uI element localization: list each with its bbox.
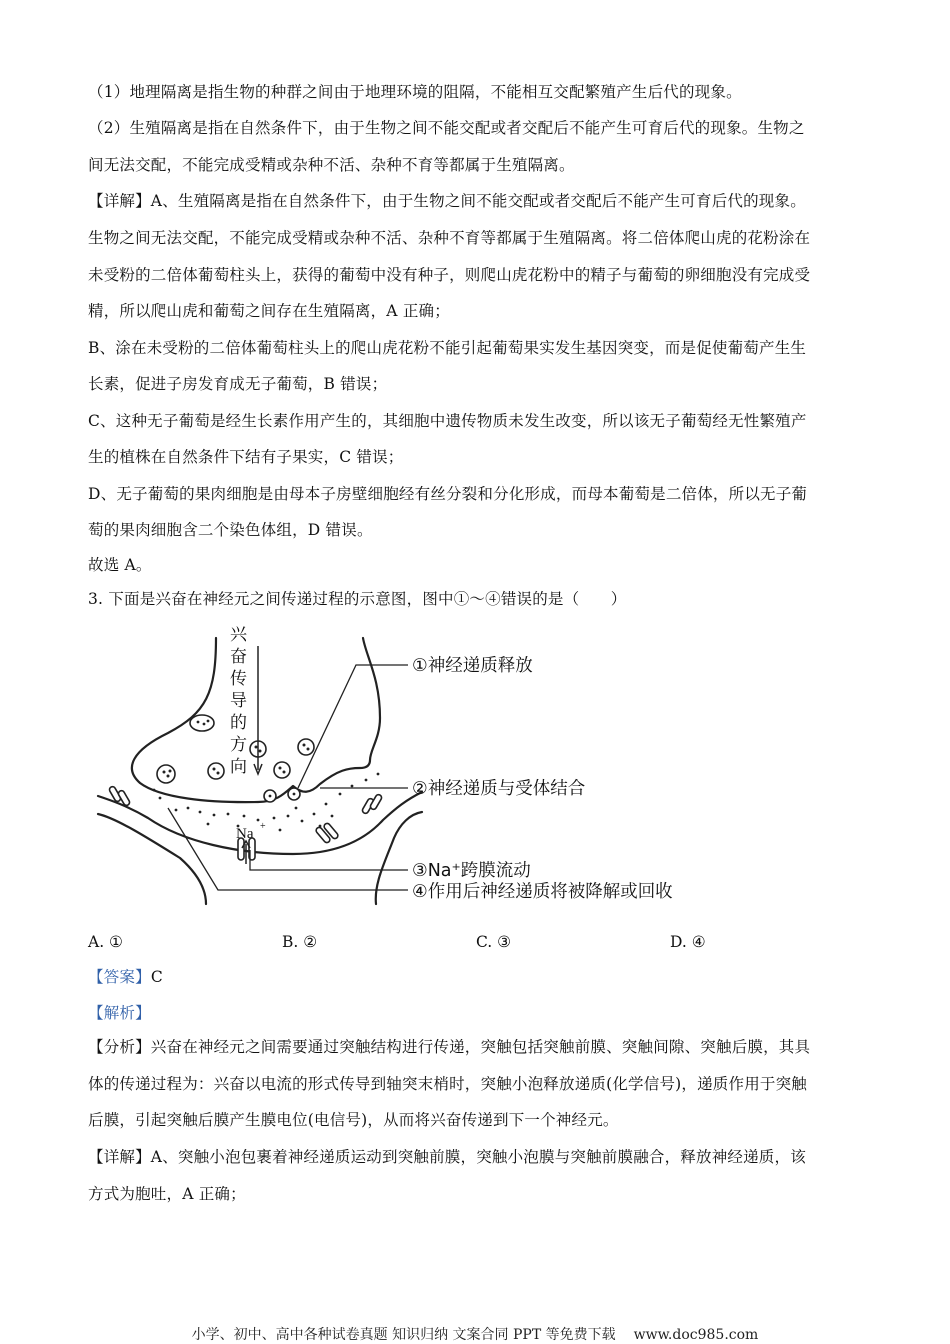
detail-c-line1: C、这种无子葡萄是经生长素作用产生的，其细胞中遗传物质未发生改变，所以该无子葡萄经无性繁殖产 [88,412,807,430]
page-footer [0,1324,950,1344]
detail-d-line1: D、无子葡萄的果肉细胞是由母本子房壁细胞经有丝分裂和分化形成，而母本葡萄是二倍体，所以无子葡 [88,485,808,503]
label-neurotransmitter-release: ①神经递质释放 [412,656,533,676]
svg-text:导: 导 [230,691,247,711]
analysis-line2: 体的传递过程为：兴奋以电流的形式传导到轴突末梢时，突触小泡释放递质(化学信号)，递质作用于突触 [88,1075,807,1093]
answer-value: C [150,968,163,986]
svg-text:奋: 奋 [230,647,247,667]
analysis-line3: 后膜，引起突触后膜产生膜电位(电信号)，从而将兴奋传递到下一个神经元。 [88,1111,619,1129]
paragraph-reproductive-isolation-cont: 间无法交配，不能完成受精或杂种不活、杂种不育等都属于生殖隔离。 [88,156,575,174]
question-stem: 3. 下面是兴奋在神经元之间传递过程的示意图，图中①～④错误的是（ ） [88,590,627,608]
svg-text:的: 的 [230,713,247,733]
analysis-line1: 【分析】兴奋在神经元之间需要通过突触结构进行传递，突触包括突触前膜、突触间隙、突触后膜，其具 [88,1038,811,1056]
option-a: A. ① [88,933,123,951]
answer-tag: 【答案】 [88,968,151,986]
svg-text:方: 方 [230,735,247,755]
paragraph-geographic-isolation: （1）地理隔离是指生物的种群之间由于地理环境的阻隔，不能相互交配繁殖产生后代的现象。 [88,83,742,101]
detail-b-line2: 长素，促进子房发育成无子葡萄，B 错误； [88,375,388,393]
detail-d-line2: 萄的果肉细胞含二个染色体组，D 错误。 [88,521,373,539]
detail-a-line2: 生物之间无法交配，不能完成受精或杂种不活、杂种不育等都属于生殖隔离。将二倍体爬山虎的花粉涂在 [88,229,811,247]
detail-c-line2: 生的植株在自然条件下结有子果实，C 错误； [88,448,404,466]
footer-text: 小学、初中、高中各种试卷真题 知识归纳 文案合同 PPT 等免费下载 [191,1327,616,1343]
explanation-line1: 【详解】A、突触小泡包裹着神经递质运动到突触前膜，突触小泡膜与突触前膜融合，释放神经递质，该 [88,1148,806,1166]
detail-a-line4: 精，所以爬山虎和葡萄之间存在生殖隔离，A 正确； [88,302,450,320]
detail-a-line1: 【详解】A、生殖隔离是指在自然条件下，由于生物之间不能交配或者交配后不能产生可育后代的现象。 [88,192,806,210]
direction-label [230,625,248,777]
analysis-tag: 【解析】 [88,1004,151,1022]
explanation-line2: 方式为胞吐，A 正确； [88,1185,246,1203]
option-d: D. ④ [670,933,706,951]
svg-text:向: 向 [230,757,247,777]
footer-url[interactable]: www.doc985.com [633,1327,759,1343]
label-na-transmembrane-flow: ③Na⁺跨膜流动 [412,861,531,881]
answer-line [88,967,863,987]
option-b: B. ② [282,933,318,951]
na-superscript: + [260,821,266,832]
label-neurotransmitter-degradation: ④作用后神经递质将被降解或回收 [412,882,673,902]
svg-text:兴: 兴 [230,625,247,645]
choose-answer: 故选 A。 [88,556,152,574]
svg-text:传: 传 [230,669,247,689]
label-neurotransmitter-receptor-binding: ②神经递质与受体结合 [412,779,586,799]
detail-b-line1: B、涂在未受粉的二倍体葡萄柱头上的爬山虎花粉不能引起葡萄果实发生基因突变，而是促使葡萄产生生 [88,339,807,357]
paragraph-reproductive-isolation: （2）生殖隔离是指在自然条件下，由于生物之间不能交配或者交配后不能产生可育后代的现象。生物之 [88,119,805,137]
na-label: Na [236,826,254,842]
option-c: C. ③ [476,933,512,951]
detail-a-line3: 未受粉的二倍体葡萄柱头上，获得的葡萄中没有种子，则爬山虎花粉中的精子与葡萄的卵细胞没有完成受 [88,266,811,284]
synapse-diagram [88,618,748,908]
